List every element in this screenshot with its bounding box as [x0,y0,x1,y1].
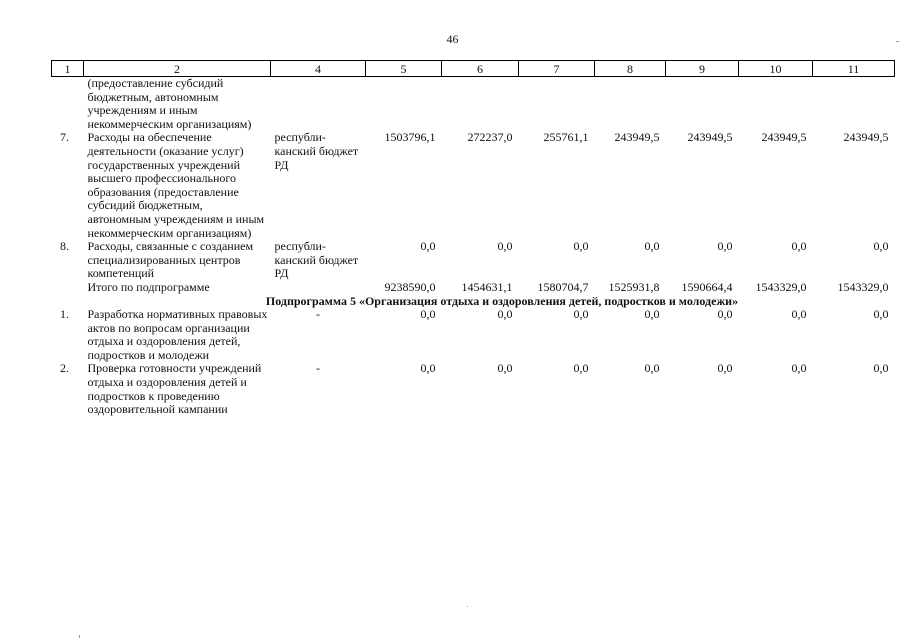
row-value: 9238590,0 [384,279,436,294]
budget-table [51,60,895,417]
table-row [52,308,895,362]
row-value: 0,0 [497,239,513,254]
header-cell: 7 [519,61,595,77]
subprogram-row [52,295,895,309]
table-row [52,240,895,281]
row-value: 0,0 [420,307,436,322]
row-value: 255761,1 [543,130,589,145]
row-value: 0,0 [873,239,889,254]
header-cell: 1 [52,61,84,77]
row-value: 0,0 [791,239,807,254]
row-source: республи-канский бюджет РД [274,239,359,281]
table-row [52,362,895,416]
row-value: 0,0 [873,307,889,322]
row-value: 243949,5 [614,130,660,145]
row-value [595,77,666,132]
table-row [52,77,895,132]
header-cell: 4 [271,61,366,77]
header-cell: 6 [442,61,519,77]
row-source: - [316,361,320,376]
row-number: 1. [60,307,69,322]
row-value: 0,0 [573,239,589,254]
scan-speck [79,635,80,638]
scan-speck [467,606,468,607]
row-name: Итого по подпрограмме [87,279,210,294]
row-value: 1590664,4 [681,279,733,294]
row-value: 0,0 [791,307,807,322]
scan-speck [896,41,899,42]
row-value: 0,0 [573,307,589,322]
total-row [52,281,895,295]
row-value [366,77,442,132]
header-cell: 11 [813,61,895,77]
page-number: 46 [446,32,459,46]
row-value: 0,0 [644,361,660,376]
row-name: (предоставление субсидий бюджетным, автономным учреждениям и иным некоммерческим организациям) [87,76,252,131]
row-value: 0,0 [717,307,733,322]
row-name: Проверка готовности учреждений отдыха и оздоровления детей и подростков к проведению оздоровительной кампании [87,361,262,417]
row-value: 1503796,1 [384,130,436,145]
row-name: Разработка нормативных правовых актов по вопросам организации отдыха и оздоровления детей, подростков и молодежи [87,307,268,362]
header-cell: 8 [595,61,666,77]
row-value: 0,0 [497,361,513,376]
row-name: Расходы на обеспечение деятельности (оказание услуг) государственных учреждений высшего профессионального образования (предоставление субсидий бюджетным, автономным учреждениям и иным некоммерческим организациям) [87,130,265,240]
row-number: 7. [60,130,69,145]
row-name: Расходы, связанные с созданием специализированных центров компетенций [87,239,254,281]
header-cell: 10 [739,61,813,77]
row-value: 1543329,0 [837,279,889,294]
row-source [271,77,366,132]
row-value: 0,0 [420,239,436,254]
table-row [52,131,895,240]
row-number: 8. [60,239,69,254]
header-cell: 9 [666,61,739,77]
row-value: 272237,0 [467,130,513,145]
row-value: 0,0 [497,307,513,322]
row-number [52,281,84,295]
row-number [52,77,84,132]
header-cell: 2 [84,61,271,77]
row-value: 1580704,7 [537,279,589,294]
row-value: 1454631,1 [461,279,513,294]
row-source: республи-канский бюджет РД [274,130,359,172]
row-value: 1525931,8 [608,279,660,294]
row-value: 0,0 [717,361,733,376]
table-header [52,61,895,77]
row-value: 243949,5 [761,130,807,145]
row-value: 0,0 [573,361,589,376]
row-value: 1543329,0 [755,279,807,294]
row-number: 2. [60,361,69,376]
row-value: 0,0 [717,239,733,254]
row-value: 0,0 [791,361,807,376]
subprogram-title: Подпрограмма 5 «Организация отдыха и оздоровления детей, подростков и молодежи» [265,293,739,308]
row-value: 0,0 [644,307,660,322]
row-value: 0,0 [644,239,660,254]
header-cell: 5 [366,61,442,77]
row-source: - [316,307,320,322]
row-value [666,77,739,132]
row-value [519,77,595,132]
row-value: 243949,5 [687,130,733,145]
row-value [739,77,813,132]
row-value: 243949,5 [843,130,889,145]
row-value [813,77,895,132]
row-value: 0,0 [420,361,436,376]
row-value: 0,0 [873,361,889,376]
row-source [271,281,366,295]
row-value [442,77,519,132]
